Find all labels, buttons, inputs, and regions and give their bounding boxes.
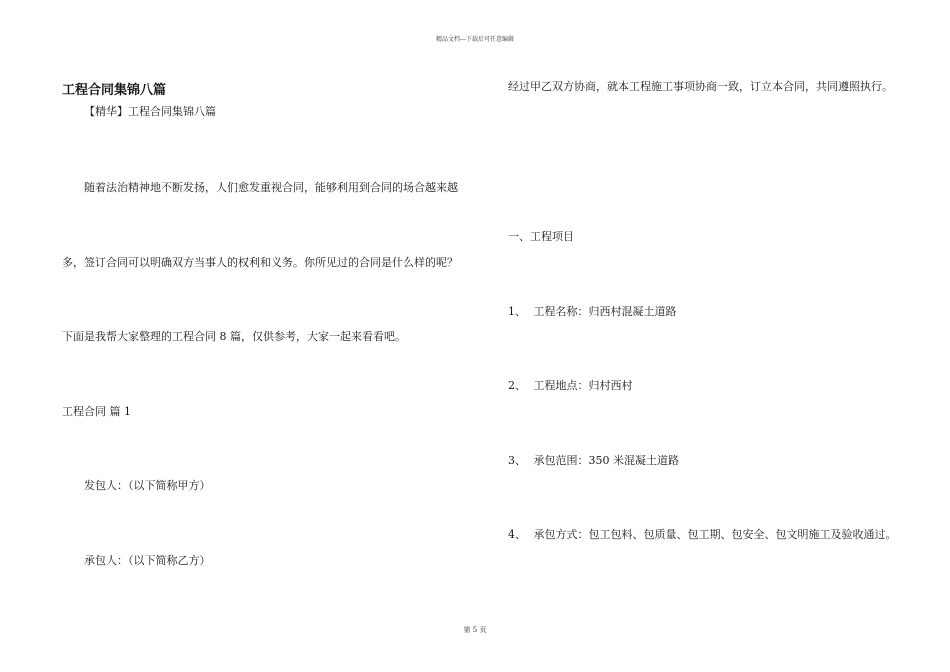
party-a-line: 发包人：（以下简称甲方） bbox=[84, 479, 211, 492]
section-heading: 工程合同 篇 1 bbox=[62, 405, 131, 418]
document-title: 工程合同集锦八篇 bbox=[62, 83, 167, 98]
item-text: 工程地点：归村西村 bbox=[533, 379, 633, 392]
intro-line-1: 随着法治精神地不断发扬，人们愈发重视合同，能够利用到合同的场合越来越 bbox=[84, 181, 458, 194]
item-number: 4、 bbox=[508, 528, 526, 541]
item-number: 3、 bbox=[508, 454, 526, 467]
project-item bbox=[508, 305, 677, 319]
project-item bbox=[508, 528, 897, 542]
page-header: 精品文档---下载后可任意编辑 bbox=[435, 36, 515, 43]
item-number: 2、 bbox=[508, 379, 526, 392]
document-subtitle: 【精华】工程合同集锦八篇 bbox=[84, 105, 216, 118]
agreement-paragraph: 经过甲乙双方协商，就本工程施工事项协商一致，订立本合同，共同遵照执行。 bbox=[508, 80, 893, 93]
intro-line-3: 下面是我帮大家整理的工程合同 8 篇，仅供参考，大家一起来看看吧。 bbox=[62, 330, 406, 343]
party-b-line: 承包人：（以下简称乙方） bbox=[84, 554, 211, 567]
intro-line-2: 多，签订合同可以明确双方当事人的权利和义务。你所见过的合同是什么样的呢？ bbox=[62, 256, 458, 269]
section-project-heading: 一、工程项目 bbox=[508, 230, 574, 243]
project-item bbox=[508, 454, 679, 468]
item-number: 1、 bbox=[508, 305, 526, 318]
item-text: 承包方式：包工包料、包质量、包工期、包安全、包文明施工及验收通过。 bbox=[533, 528, 897, 541]
page-footer: 第 5 页 bbox=[463, 626, 487, 634]
project-item bbox=[508, 379, 633, 393]
item-text: 工程名称：归西村混凝土道路 bbox=[533, 305, 677, 318]
item-text: 承包范围：350 米混凝土道路 bbox=[533, 454, 679, 467]
